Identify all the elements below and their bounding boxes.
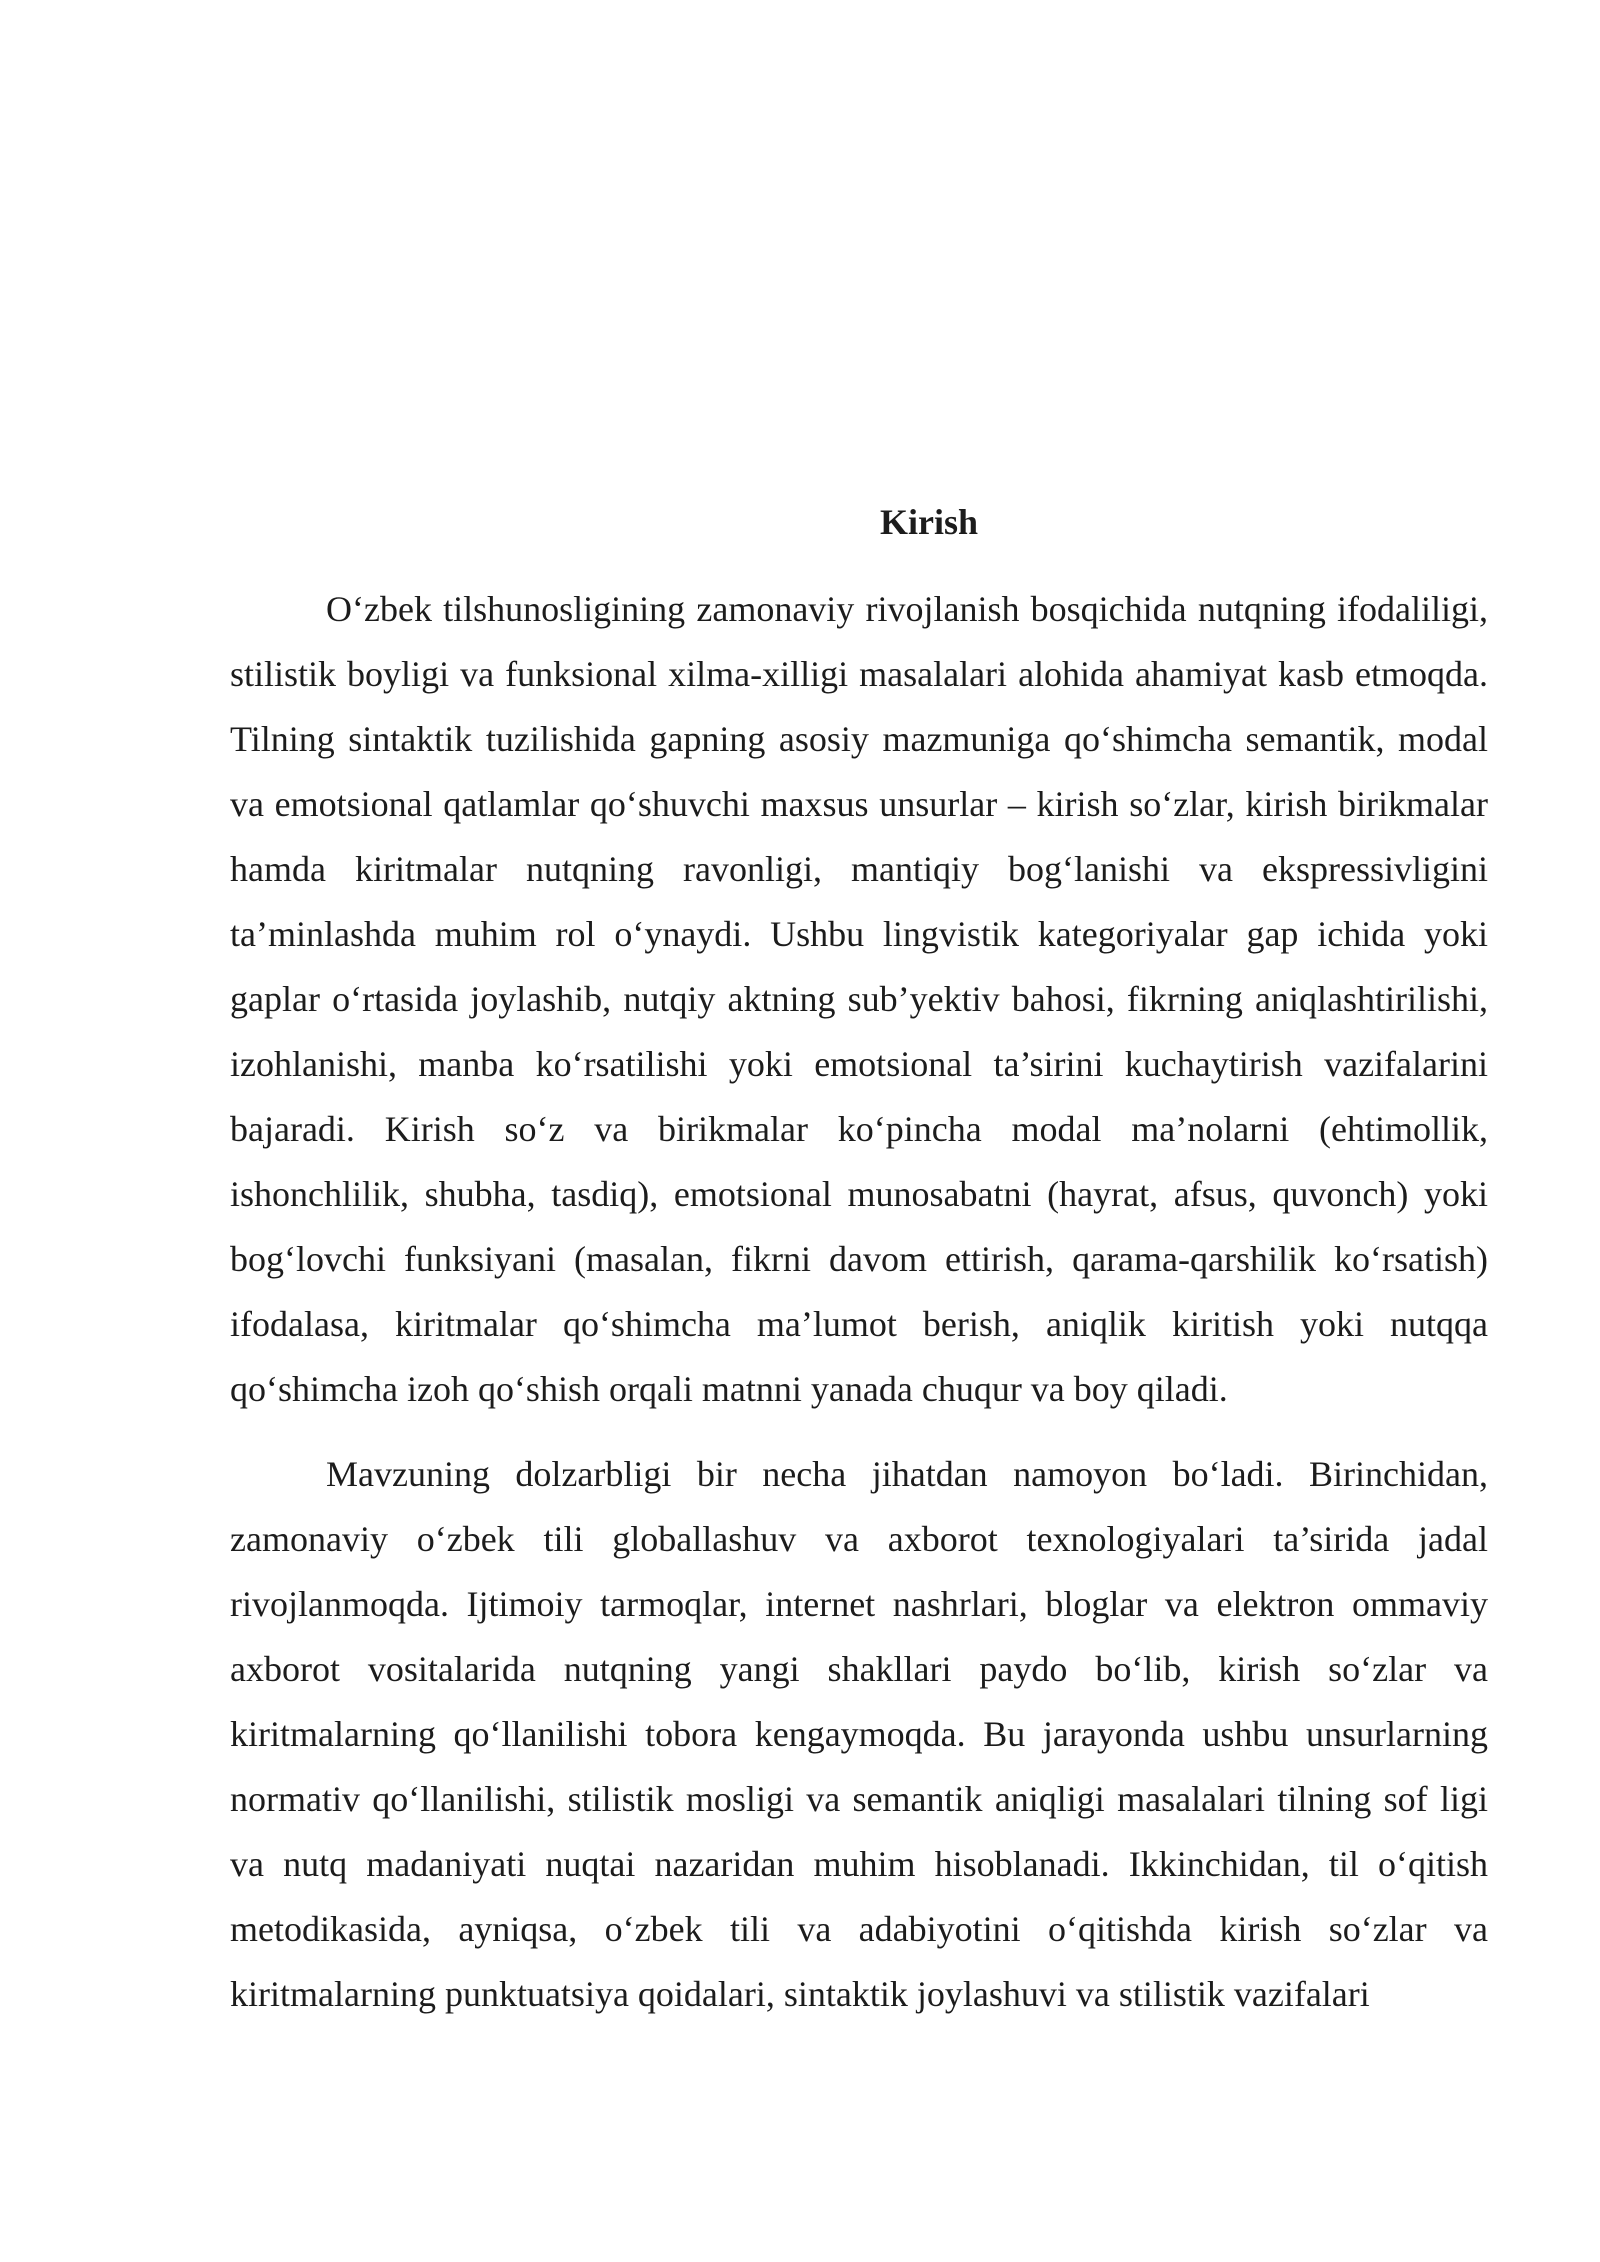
paragraph-relevance: Mavzuning dolzarbligi bir necha jihatdan namoyon bo‘ladi. Birinchidan, zamonaviy o‘zbek tili globallashuv va axborot texnologiyalari ta’sirida jadal rivojlanmoqda. Ijtimoiy tarmoqlar, internet nashrlari, bloglar va elektron ommaviy axborot vositalarida nutqning yangi shakllari paydo bo‘lib, kirish so‘zlar va kiritmalarning qo‘llanilishi tobora kengaymoqda. Bu jarayonda ushbu unsurlarning normativ qo‘llanilishi, stilistik mosligi va semantik aniqligi masalalari tilning sof ligi va nutq madaniyati nuqtai nazaridan muhim hisoblanadi. Ikkinchidan, til o‘qitish metodikasida, ayniqsa, o‘zbek tili va adabiyotini o‘qitishda kirish so‘zlar va kiritmalarning punktuatsiya qoidalari, sintaktik joylashuvi va stilistik vazifalari [230,1454,1488,2014]
paragraph-introduction: O‘zbek tilshunosligining zamonaviy rivojlanish bosqichida nutqning ifodaliligi, stilistik boyligi va funksional xilma-xilligi masalalari alohida ahamiyat kasb etmoqda. Tilning sintaktik tuzilishida gapning asosiy mazmuniga qo‘shimcha semantik, modal va emotsional qatlamlar qo‘shuvchi maxsus unsurlar – kirish so‘zlar, kirish birikmalar hamda kiritmalar nutqning ravonligi, mantiqiy bog‘lanishi va ekspressivligini ta’minlashda muhim rol o‘ynaydi. Ushbu lingvistik kategoriyalar gap ichida yoki gaplar o‘rtasida joylashib, nutqiy aktning sub’yektiv bahosi, fikrning aniqlashtirilishi, izohlanishi, manba ko‘rsatilishi yoki emotsional ta’sirini kuchaytirish vazifalarini bajaradi. Kirish so‘z va birikmalar ko‘pincha modal ma’nolarni (ehtimollik, ishonchlilik, shubha, tasdiq), emotsional munosabatni (hayrat, afsus, quvonch) yoki bog‘lovchi funksiyani (masalan, fikrni davom ettirish, qarama-qarshilik ko‘rsatish) ifodalasa, kiritmalar qo‘shimcha ma’lumot berish, aniqlik kiritish yoki nutqqa qo‘shimcha izoh qo‘shish orqali matnni yanada chuqur va boy qiladi. [230,589,1488,1409]
section-heading: Kirish [879,502,978,542]
page-body [230,490,1488,2047]
